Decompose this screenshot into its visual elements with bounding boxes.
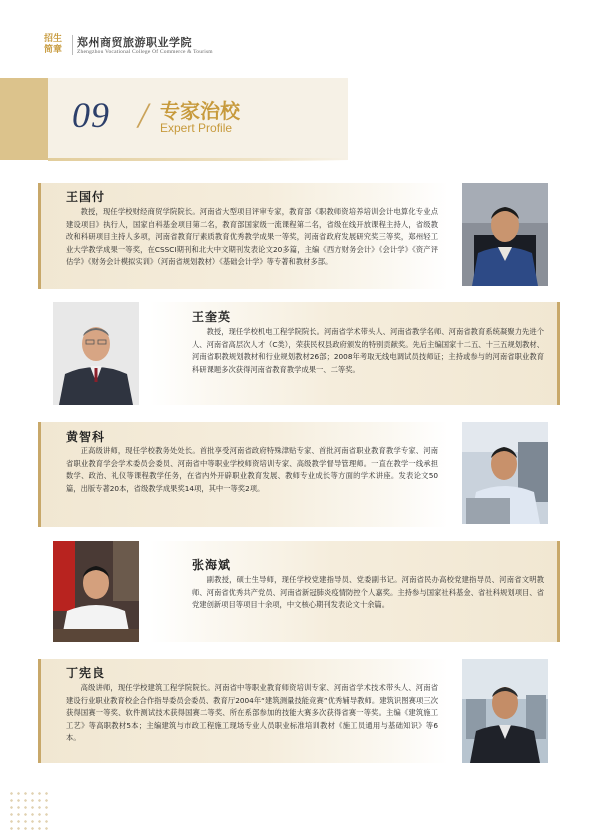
profile-photo-4 xyxy=(53,541,139,642)
brand-tag: 招生简章 xyxy=(44,34,63,55)
profile-bio-3: 正高级讲师，现任学校教务处处长。首批享受河南省政府特殊津贴专家、首批河南省职业教育教学专家、河南省职业教育学会学术委员会委员、河南省中等职业学校师资培训专家、高级教学督导管理师。一直在教学一线承担数学、政治、礼仪等课程教学任务，在省内外开辟职业教育发展、教师专业成长等方面的学术讲座。发表论文50篇，出版专著20本，省级教学成果奖14项，其中一等奖2项。 xyxy=(66,446,438,493)
decorative-dots xyxy=(8,790,50,834)
profile-name-4: 张海斌 xyxy=(192,558,232,572)
profile-name-3: 黄智科 xyxy=(66,430,106,444)
profile-name-5: 丁宪良 xyxy=(66,666,106,680)
section-title-cn: 专家治校 xyxy=(160,99,240,123)
profile-name-1: 王国付 xyxy=(66,190,106,204)
school-name-cn: 郑州商贸旅游职业学院 xyxy=(77,36,192,49)
profile-photo-3 xyxy=(462,422,548,524)
profile-photo-1 xyxy=(462,183,548,286)
profile-name-2: 王奎英 xyxy=(192,310,232,324)
page-header xyxy=(0,0,600,60)
profile-photo-2 xyxy=(53,302,139,405)
profile-bio-5: 高级讲师，现任学校建筑工程学院院长。河南省中等职业教育师资培训专家、河南省学术技术带头人、河南省建设行业职业教育校企合作指导委员会委员、教育厅2004年“建筑测量技能竞赛”优秀辅导教师。建筑识图赛项三次获得国赛一等奖、软件测试技术获得国赛二等奖、所在系部参加的技能大赛多次获得省赛一等奖。主编《建筑施工工艺》等高职教材5本；主编建筑与市政工程施工现场专业人员职业标准培训教材《施工员通用与基础知识》等6本。 xyxy=(66,683,438,742)
profile-photo-5 xyxy=(462,659,548,763)
section-slash: / xyxy=(138,95,149,135)
title-underline xyxy=(48,158,348,161)
profile-bio-2: 教授，现任学校机电工程学院院长。河南省学术带头人、河南省教学名师、河南省教育系统凝聚力先进个人、河南省高层次人才（C类），荣获民权县政府颁发的特别贡献奖。先后主编国家十二五、十三五规划教材、河南省职教规划教材和行业规划教材26部；2008年考取无线电调试员技师证；主持或参与的河南省职业教育科研课题多次获得河南省教育教学成果一、二等奖。 xyxy=(192,327,544,374)
header-divider xyxy=(72,35,73,55)
school-name-en: Zhengzhou Vocational College Of Commerce & Tourism xyxy=(77,49,213,55)
title-band-accent xyxy=(0,78,48,160)
section-number: 09 xyxy=(72,95,110,135)
profile-bio-1: 教授，现任学校财经商贸学院院长。河南省大型项目评审专家，教育部《职教师资培养培训会计电算化专业点建设项目》执行人，国家自科基金项目第二名，教育部国家级一流课程第二名，省级在线开放课程主持人，省级教改和科研项目主持人多项，河南省教育厅素质教育优秀教学成果一等奖，河南省政府发展研究奖三等奖，郑州轻工业大学教学成果一等奖，在CSSCI期刊和北大中文期刊发表论文20多篇，主编《西方财务会计》《会计学》《资产评估学》《财务会计模拟实训》（河南省规划教材）《基础会计学》等专著和教材多部。 xyxy=(66,207,438,266)
profile-bio-4: 副教授，硕士生导师，现任学校党建指导员、党委副书记。河南省民办高校党建指导员、河南省文明教师、河南省优秀共产党员、河南省新冠肺炎疫情防控个人嘉奖。主持参与国家社科基金、省社科规划项目、省党建创新项目等项目十余项，中文核心期刊发表论文十余篇。 xyxy=(192,575,544,609)
section-title-en: Expert Profile xyxy=(160,121,233,135)
